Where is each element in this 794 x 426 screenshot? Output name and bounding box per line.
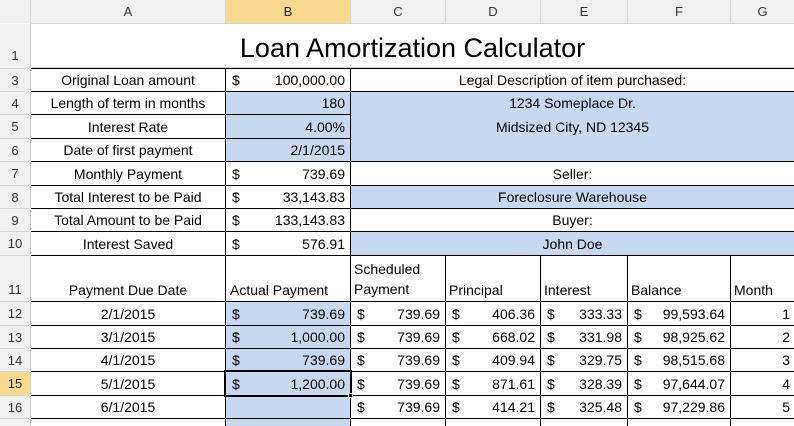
cell-value: 97,644.07 xyxy=(662,375,725,392)
cell-value: 739.69 xyxy=(397,329,440,345)
cell-balance[interactable] xyxy=(628,326,730,348)
row-header-1[interactable]: 1 xyxy=(0,24,30,68)
header-scheduled-line2: Payment xyxy=(354,281,410,297)
cell-value: 99,593.64 xyxy=(662,305,725,322)
currency-symbol: $ xyxy=(634,329,642,345)
input-interest-rate[interactable]: 4.00% xyxy=(305,118,345,135)
currency-symbol: $ xyxy=(547,329,555,345)
label-term[interactable]: Length of term in months xyxy=(50,95,206,111)
column-header-b[interactable]: B xyxy=(226,0,350,23)
label-original-loan[interactable]: Original Loan amount xyxy=(61,72,195,88)
row-header-5[interactable]: 5 xyxy=(0,115,30,138)
cell-balance[interactable] xyxy=(628,396,730,418)
cell-value: 406.36 xyxy=(492,305,535,322)
row-header-16[interactable]: 16 xyxy=(0,396,30,418)
row-header-3[interactable]: 3 xyxy=(0,69,30,91)
cell-value: 414.21 xyxy=(492,399,535,415)
header-balance[interactable]: Balance xyxy=(631,281,682,298)
cell-interest[interactable] xyxy=(541,396,627,418)
currency-symbol: $ xyxy=(634,305,642,322)
header-interest[interactable]: Interest xyxy=(544,281,591,298)
cell-principal[interactable] xyxy=(446,302,540,325)
buyer-label[interactable]: Buyer: xyxy=(552,212,593,228)
cell-month[interactable]: 1 xyxy=(782,305,790,322)
cell-value: 739.69 xyxy=(302,305,345,322)
currency-symbol: $ xyxy=(452,375,460,392)
cell-value: 329.75 xyxy=(579,352,622,368)
cell-value: 1,200.00 xyxy=(290,375,345,392)
cell-scheduled-payment[interactable] xyxy=(351,396,445,418)
active-cell-outline xyxy=(224,370,352,397)
cell-value: 97,229.86 xyxy=(662,399,725,415)
currency-symbol: $ xyxy=(357,352,365,368)
currency-symbol: $ xyxy=(547,352,555,368)
cell-month[interactable]: 3 xyxy=(782,352,790,368)
currency-symbol: $ xyxy=(232,352,240,368)
buyer-value[interactable]: John Doe xyxy=(542,235,603,252)
currency-symbol: $ xyxy=(452,305,460,322)
currency-symbol: $ xyxy=(232,72,240,88)
row-header-14[interactable]: 14 xyxy=(0,349,30,371)
cell-interest[interactable] xyxy=(541,302,627,325)
label-interest-saved[interactable]: Interest Saved xyxy=(82,235,174,252)
legal-description-line1[interactable]: 1234 Someplace Dr. xyxy=(509,95,636,111)
row-header-4[interactable]: 4 xyxy=(0,92,30,114)
cell-value: 739.69 xyxy=(397,399,440,415)
cell-principal[interactable] xyxy=(446,396,540,418)
currency-symbol: $ xyxy=(634,352,642,368)
cell-value: 328.39 xyxy=(579,375,622,392)
row-header-13[interactable]: 13 xyxy=(0,326,30,348)
header-scheduled-line1: Scheduled xyxy=(354,261,421,277)
cell-scheduled-payment[interactable] xyxy=(351,349,445,371)
cell-value: 739.69 xyxy=(397,375,440,392)
input-term[interactable]: 180 xyxy=(321,95,345,111)
cell-value: 739.69 xyxy=(397,352,440,368)
cell-value: 325.48 xyxy=(579,399,622,415)
header-actual-payment[interactable]: Actual Payment xyxy=(230,281,329,298)
value-monthly-payment[interactable] xyxy=(226,162,350,185)
cell-due-date[interactable]: 3/1/2015 xyxy=(100,329,156,345)
cell-value: 409.94 xyxy=(492,352,535,368)
label-total-amount[interactable]: Total Amount to be Paid xyxy=(54,212,202,228)
cell-due-date[interactable]: 6/1/2015 xyxy=(100,399,156,415)
currency-symbol: $ xyxy=(232,189,240,205)
cell-actual-payment[interactable] xyxy=(226,302,350,325)
column-header-f[interactable]: F xyxy=(628,0,730,23)
sheet-title[interactable]: Loan Amortization Calculator xyxy=(239,32,586,63)
label-monthly-payment[interactable]: Monthly Payment xyxy=(73,165,183,182)
currency-symbol: $ xyxy=(547,375,555,392)
currency-symbol: $ xyxy=(357,329,365,345)
cell-due-date[interactable]: 2/1/2015 xyxy=(100,305,156,322)
cell-value: 333.33 xyxy=(579,305,622,322)
seller-label[interactable]: Seller: xyxy=(552,165,593,182)
row-header-15[interactable]: 15 xyxy=(0,372,30,395)
currency-symbol: $ xyxy=(357,399,365,415)
cell-value: 1,000.00 xyxy=(290,329,345,345)
currency-symbol: $ xyxy=(634,399,642,415)
currency-symbol: $ xyxy=(232,305,240,322)
currency-symbol: $ xyxy=(634,375,642,392)
cell-scheduled-payment[interactable] xyxy=(351,302,445,325)
row-header-7[interactable]: 7 xyxy=(0,162,30,185)
row-header-12[interactable]: 12 xyxy=(0,302,30,325)
currency-symbol: $ xyxy=(232,329,240,345)
cell-actual-payment[interactable] xyxy=(226,349,350,371)
currency-symbol: $ xyxy=(452,399,460,415)
cell-scheduled-payment[interactable] xyxy=(351,372,445,395)
legal-description-line2[interactable]: Midsized City, ND 12345 xyxy=(495,118,650,135)
input-original-loan[interactable] xyxy=(226,69,350,91)
cell-month[interactable]: 4 xyxy=(782,375,790,392)
cell-interest[interactable] xyxy=(541,372,627,395)
column-header-e[interactable]: E xyxy=(541,0,627,23)
currency-symbol: $ xyxy=(357,305,365,322)
label-total-interest[interactable]: Total Interest to be Paid xyxy=(54,189,202,205)
row-header-10[interactable]: 10 xyxy=(0,232,30,255)
column-header-d[interactable]: D xyxy=(446,0,540,23)
row-header-17[interactable] xyxy=(0,419,30,426)
cell-actual-payment[interactable] xyxy=(226,396,350,418)
cell-value: 98,515.68 xyxy=(662,352,725,368)
cell-value: 98,925.62 xyxy=(662,329,725,345)
cell-actual-payment[interactable] xyxy=(226,326,350,348)
select-all-corner[interactable] xyxy=(0,0,30,23)
cell-value: 739.69 xyxy=(302,165,345,182)
cell-due-date[interactable]: 5/1/2015 xyxy=(100,375,156,392)
cell-scheduled-payment[interactable] xyxy=(351,326,445,348)
cell-value: 331.98 xyxy=(579,329,622,345)
header-month[interactable]: Month xyxy=(734,281,773,298)
seller-value[interactable]: Foreclosure Warehouse xyxy=(498,189,647,205)
row-header-11[interactable]: 11 xyxy=(0,256,30,301)
row-header-9[interactable]: 9 xyxy=(0,209,30,231)
value-total-amount[interactable] xyxy=(226,209,350,231)
cell-balance[interactable] xyxy=(628,349,730,371)
currency-symbol: $ xyxy=(232,212,240,228)
fill-handle[interactable] xyxy=(348,393,353,398)
header-payment-due-date[interactable]: Payment Due Date xyxy=(68,281,188,298)
value-interest-saved[interactable] xyxy=(226,232,350,255)
legal-description-label[interactable]: Legal Description of item purchased: xyxy=(458,72,687,88)
header-scheduled-payment[interactable] xyxy=(351,256,445,301)
cell-value: 33,143.83 xyxy=(282,189,345,205)
row-header-6[interactable]: 6 xyxy=(0,139,30,161)
cell-interest[interactable] xyxy=(541,349,627,371)
column-header-g[interactable]: G xyxy=(731,0,794,23)
cell-interest[interactable] xyxy=(541,326,627,348)
cell-value: 739.69 xyxy=(302,352,345,368)
cell-balance[interactable] xyxy=(628,302,730,325)
cell-due-date[interactable]: 4/1/2015 xyxy=(100,352,156,368)
cell-balance[interactable] xyxy=(628,372,730,395)
cell-value: 668.02 xyxy=(492,329,535,345)
cell-month[interactable]: 2 xyxy=(782,329,790,345)
currency-symbol: $ xyxy=(547,399,555,415)
currency-symbol: $ xyxy=(547,305,555,322)
currency-symbol: $ xyxy=(452,329,460,345)
currency-symbol: $ xyxy=(452,352,460,368)
cell-principal[interactable] xyxy=(446,372,540,395)
cell-value: 100,000.00 xyxy=(274,72,345,88)
currency-symbol: $ xyxy=(232,375,240,392)
cell-value: 576.91 xyxy=(302,235,345,252)
label-interest-rate[interactable]: Interest Rate xyxy=(87,118,169,135)
header-principal[interactable]: Principal xyxy=(449,281,503,298)
column-header-a[interactable]: A xyxy=(31,0,225,23)
cell-principal[interactable] xyxy=(446,349,540,371)
value-total-interest[interactable] xyxy=(226,186,350,208)
cell-principal[interactable] xyxy=(446,326,540,348)
label-first-payment[interactable]: Date of first payment xyxy=(63,142,193,158)
currency-symbol: $ xyxy=(357,375,365,392)
cell-value: 133,143.83 xyxy=(274,212,345,228)
row-header-8[interactable]: 8 xyxy=(0,186,30,208)
currency-symbol: $ xyxy=(232,235,240,252)
cell-month[interactable]: 5 xyxy=(782,399,790,415)
column-header-c[interactable]: C xyxy=(351,0,445,23)
currency-symbol: $ xyxy=(232,165,240,182)
cell-value: 871.61 xyxy=(492,375,535,392)
cell-value: 739.69 xyxy=(397,305,440,322)
input-first-payment[interactable]: 2/1/2015 xyxy=(290,142,345,158)
